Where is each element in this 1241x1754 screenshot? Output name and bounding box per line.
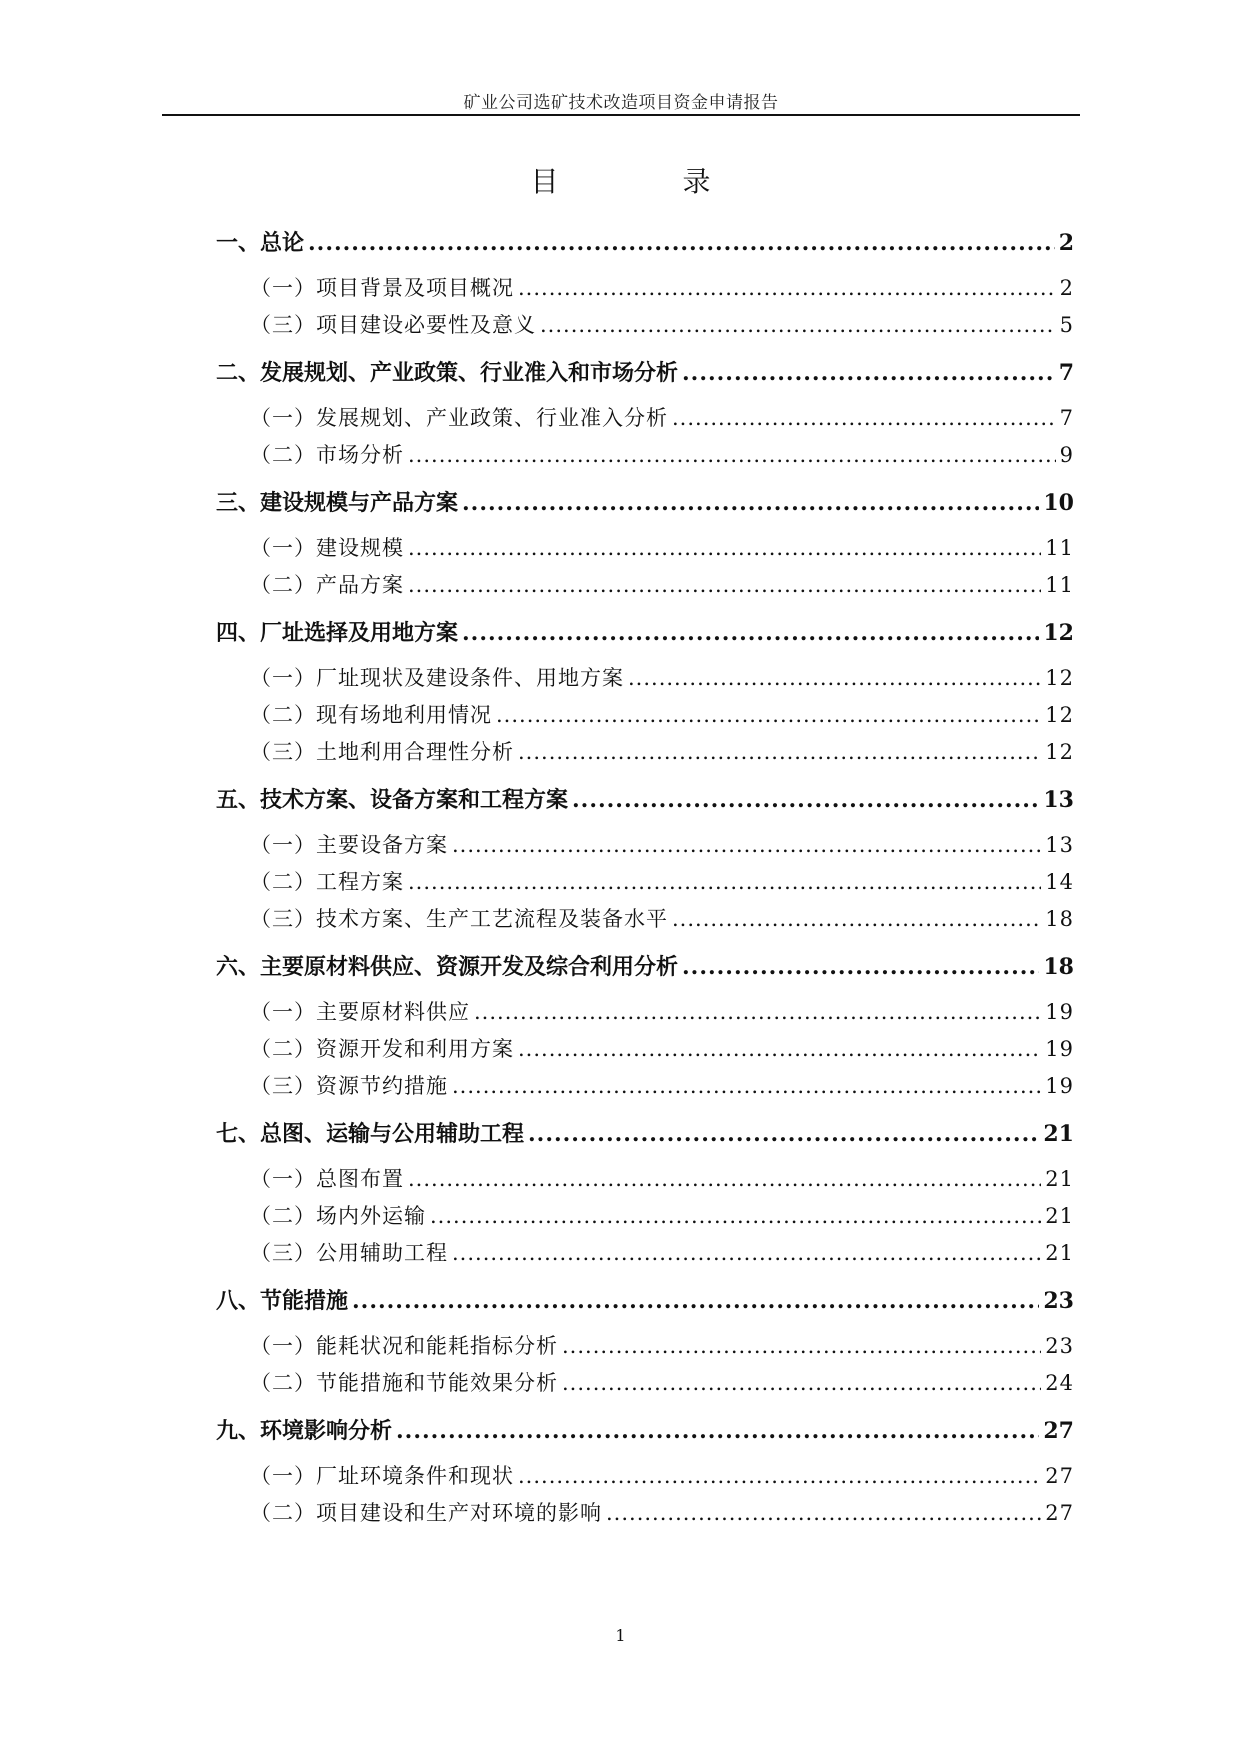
dot-leader bbox=[518, 1458, 1041, 1495]
toc-page-number: 27 bbox=[1043, 1418, 1074, 1444]
toc-entry-label: （二）现有场地利用情况 bbox=[250, 703, 492, 727]
toc-entry-label: （三）土地利用合理性分析 bbox=[250, 740, 514, 764]
toc-entry-label: （三）公用辅助工程 bbox=[250, 1241, 448, 1265]
dot-leader bbox=[562, 1365, 1041, 1402]
toc-entry-label: （一）总图布置 bbox=[250, 1167, 404, 1191]
toc-page-number: 18 bbox=[1045, 907, 1074, 931]
toc-subsection-entry[interactable] bbox=[216, 660, 1074, 697]
toc-section-entry[interactable] bbox=[216, 785, 1074, 815]
dot-leader bbox=[452, 1068, 1041, 1105]
toc-page-number: 12 bbox=[1045, 703, 1074, 727]
toc-subsection-entry[interactable] bbox=[216, 1161, 1074, 1198]
toc-entry-label: （二）项目建设和生产对环境的影响 bbox=[250, 1501, 602, 1525]
toc-page-number: 5 bbox=[1059, 313, 1074, 337]
running-header: 矿业公司选矿技术改造项目资金申请报告 bbox=[463, 93, 779, 113]
toc-page-number: 11 bbox=[1045, 536, 1074, 560]
table-of-contents bbox=[216, 228, 1074, 1532]
toc-entry-label: 四、厂址选择及用地方案 bbox=[216, 620, 459, 646]
toc-section-entry[interactable] bbox=[216, 228, 1074, 258]
toc-entry-label: （一）厂址现状及建设条件、用地方案 bbox=[250, 666, 624, 690]
toc-subsection-entry[interactable] bbox=[216, 864, 1074, 901]
dot-leader bbox=[682, 358, 1055, 388]
toc-title: 目 录 bbox=[530, 165, 759, 198]
toc-entry-label: （二）产品方案 bbox=[250, 573, 404, 597]
toc-subsection-entry[interactable] bbox=[216, 437, 1074, 474]
toc-subsection-entry[interactable] bbox=[216, 567, 1074, 604]
dot-leader bbox=[540, 307, 1056, 344]
dot-leader bbox=[474, 994, 1041, 1031]
dot-leader bbox=[528, 1119, 1039, 1149]
dot-leader bbox=[518, 1031, 1041, 1068]
toc-page-number: 7 bbox=[1058, 360, 1074, 386]
toc-subsection-entry[interactable] bbox=[216, 1198, 1074, 1235]
dot-leader bbox=[628, 660, 1041, 697]
toc-entry-label: （二）资源开发和利用方案 bbox=[250, 1037, 514, 1061]
dot-leader bbox=[672, 901, 1041, 938]
dot-leader bbox=[308, 228, 1055, 258]
toc-section-entry[interactable] bbox=[216, 1119, 1074, 1149]
toc-subsection-entry[interactable] bbox=[216, 1068, 1074, 1105]
toc-subsection-entry[interactable] bbox=[216, 1458, 1074, 1495]
toc-entry-label: （一）主要设备方案 bbox=[250, 833, 448, 857]
toc-subsection-entry[interactable] bbox=[216, 1365, 1074, 1402]
toc-subsection-entry[interactable] bbox=[216, 307, 1074, 344]
toc-subsection-entry[interactable] bbox=[216, 1495, 1074, 1532]
toc-entry-label: 二、发展规划、产业政策、行业准入和市场分析 bbox=[216, 360, 679, 386]
dot-leader bbox=[430, 1198, 1041, 1235]
dot-leader bbox=[682, 952, 1039, 982]
dot-leader bbox=[408, 567, 1041, 604]
toc-subsection-entry[interactable] bbox=[216, 530, 1074, 567]
toc-section-entry[interactable] bbox=[216, 952, 1074, 982]
dot-leader bbox=[452, 827, 1041, 864]
header-divider bbox=[162, 114, 1080, 116]
toc-entry-label: 八、节能措施 bbox=[216, 1288, 349, 1314]
toc-section-entry[interactable] bbox=[216, 1286, 1074, 1316]
toc-entry-label: 五、技术方案、设备方案和工程方案 bbox=[216, 787, 569, 813]
dot-leader bbox=[408, 864, 1041, 901]
dot-leader bbox=[452, 1235, 1041, 1272]
dot-leader bbox=[352, 1286, 1039, 1316]
toc-page-number: 10 bbox=[1043, 490, 1074, 516]
toc-page-number: 27 bbox=[1045, 1501, 1074, 1525]
toc-entry-label: （一）主要原材料供应 bbox=[250, 1000, 470, 1024]
toc-page-number: 12 bbox=[1045, 666, 1074, 690]
dot-leader bbox=[606, 1495, 1041, 1532]
toc-page-number: 21 bbox=[1045, 1167, 1074, 1191]
toc-page-number: 13 bbox=[1043, 787, 1074, 813]
toc-page-number: 23 bbox=[1043, 1288, 1074, 1314]
dot-leader bbox=[462, 488, 1039, 518]
toc-subsection-entry[interactable] bbox=[216, 1328, 1074, 1365]
toc-subsection-entry[interactable] bbox=[216, 270, 1074, 307]
toc-entry-label: 六、主要原材料供应、资源开发及综合利用分析 bbox=[216, 954, 679, 980]
toc-page-number: 11 bbox=[1045, 573, 1074, 597]
dot-leader bbox=[562, 1328, 1041, 1365]
toc-entry-label: 七、总图、运输与公用辅助工程 bbox=[216, 1121, 525, 1147]
toc-page-number: 12 bbox=[1043, 620, 1074, 646]
toc-page-number: 21 bbox=[1045, 1241, 1074, 1265]
toc-entry-label: （一）厂址环境条件和现状 bbox=[250, 1464, 514, 1488]
toc-page-number: 19 bbox=[1045, 1037, 1074, 1061]
toc-page-number: 21 bbox=[1045, 1204, 1074, 1228]
toc-subsection-entry[interactable] bbox=[216, 697, 1074, 734]
toc-subsection-entry[interactable] bbox=[216, 1235, 1074, 1272]
page-number: 1 bbox=[615, 1626, 626, 1645]
toc-page-number: 18 bbox=[1043, 954, 1074, 980]
dot-leader bbox=[408, 530, 1041, 567]
toc-page-number: 2 bbox=[1059, 276, 1074, 300]
toc-section-entry[interactable] bbox=[216, 358, 1074, 388]
toc-page-number: 2 bbox=[1058, 230, 1074, 256]
toc-page-number: 27 bbox=[1045, 1464, 1074, 1488]
dot-leader bbox=[408, 437, 1056, 474]
toc-entry-label: 三、建设规模与产品方案 bbox=[216, 490, 459, 516]
toc-subsection-entry[interactable] bbox=[216, 1031, 1074, 1068]
toc-entry-label: 一、总论 bbox=[216, 230, 305, 256]
toc-page-number: 9 bbox=[1059, 443, 1074, 467]
toc-section-entry[interactable] bbox=[216, 488, 1074, 518]
toc-subsection-entry[interactable] bbox=[216, 734, 1074, 771]
toc-page-number: 7 bbox=[1059, 406, 1074, 430]
toc-entry-label: 九、环境影响分析 bbox=[216, 1418, 393, 1444]
toc-page-number: 13 bbox=[1045, 833, 1074, 857]
toc-entry-label: （二）市场分析 bbox=[250, 443, 404, 467]
toc-entry-label: （二）节能措施和节能效果分析 bbox=[250, 1371, 558, 1395]
dot-leader bbox=[572, 785, 1039, 815]
toc-subsection-entry[interactable] bbox=[216, 400, 1074, 437]
toc-entry-label: （一）建设规模 bbox=[250, 536, 404, 560]
toc-subsection-entry[interactable] bbox=[216, 827, 1074, 864]
toc-page-number: 14 bbox=[1045, 870, 1074, 894]
toc-page-number: 23 bbox=[1045, 1334, 1074, 1358]
dot-leader bbox=[408, 1161, 1041, 1198]
toc-entry-label: （一）项目背景及项目概况 bbox=[250, 276, 514, 300]
toc-entry-label: （二）场内外运输 bbox=[250, 1204, 426, 1228]
toc-subsection-entry[interactable] bbox=[216, 994, 1074, 1031]
dot-leader bbox=[462, 618, 1039, 648]
toc-page-number: 19 bbox=[1045, 1074, 1074, 1098]
toc-page-number: 12 bbox=[1045, 740, 1074, 764]
dot-leader bbox=[396, 1416, 1039, 1446]
toc-page-number: 21 bbox=[1043, 1121, 1074, 1147]
toc-page-number: 24 bbox=[1045, 1371, 1074, 1395]
toc-entry-label: （三）项目建设必要性及意义 bbox=[250, 313, 536, 337]
dot-leader bbox=[672, 400, 1056, 437]
toc-subsection-entry[interactable] bbox=[216, 901, 1074, 938]
dot-leader bbox=[518, 270, 1056, 307]
toc-entry-label: （二）工程方案 bbox=[250, 870, 404, 894]
toc-entry-label: （三）技术方案、生产工艺流程及装备水平 bbox=[250, 907, 668, 931]
toc-section-entry[interactable] bbox=[216, 618, 1074, 648]
toc-entry-label: （一）能耗状况和能耗指标分析 bbox=[250, 1334, 558, 1358]
toc-page-number: 19 bbox=[1045, 1000, 1074, 1024]
dot-leader bbox=[518, 734, 1041, 771]
toc-entry-label: （三）资源节约措施 bbox=[250, 1074, 448, 1098]
toc-section-entry[interactable] bbox=[216, 1416, 1074, 1446]
toc-entry-label: （一）发展规划、产业政策、行业准入分析 bbox=[250, 406, 668, 430]
dot-leader bbox=[496, 697, 1041, 734]
